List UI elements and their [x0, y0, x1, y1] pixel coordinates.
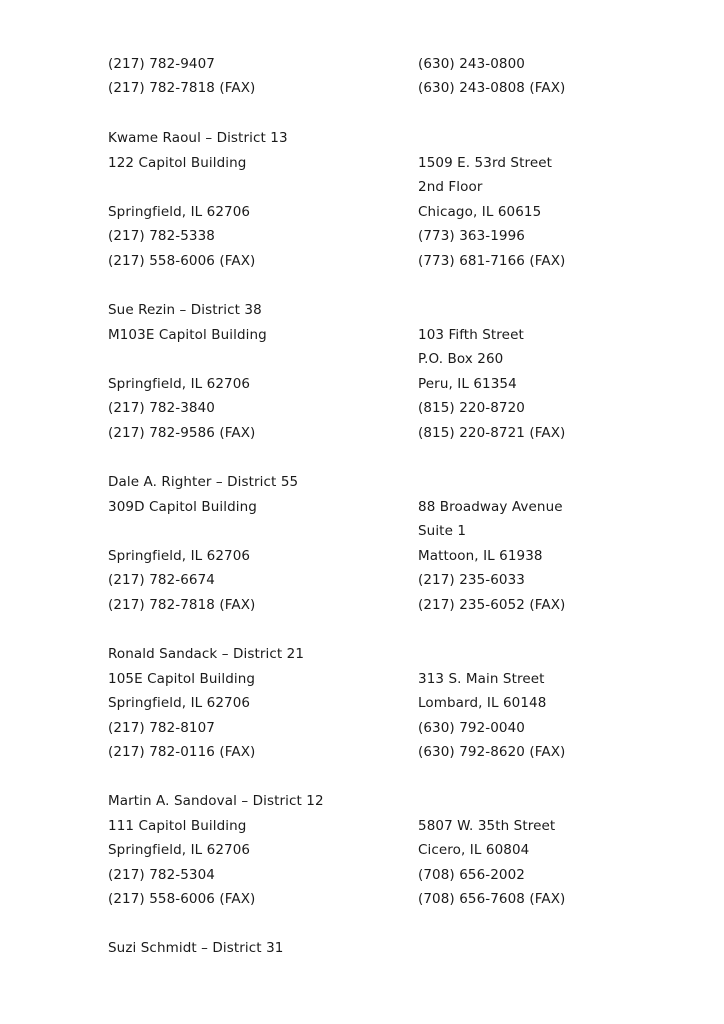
district-office-line: 103 Fifth Street	[418, 327, 524, 343]
capitol-office-line: (217) 782-8107	[108, 720, 215, 736]
capitol-office-line: 105E Capitol Building	[108, 671, 256, 687]
senator-heading: Dale A. Righter – District 55	[108, 474, 299, 490]
capitol-office-line: (217) 782-5338	[108, 228, 215, 244]
senator-heading: Kwame Raoul – District 13	[108, 130, 288, 146]
district-office-line: (217) 235-6052 (FAX)	[418, 597, 566, 613]
district-office-line: (217) 235-6033	[418, 572, 525, 588]
capitol-office-line: Springfield, IL 62706	[108, 695, 251, 711]
senator-heading: Ronald Sandack – District 21	[108, 646, 305, 662]
capitol-office-line: (217) 558-6006 (FAX)	[108, 891, 256, 907]
capitol-office-line: (217) 558-6006 (FAX)	[108, 253, 256, 269]
district-office-line: Mattoon, IL 61938	[418, 548, 543, 564]
district-office-line: (815) 220-8721 (FAX)	[418, 425, 566, 441]
district-office-line: (630) 792-0040	[418, 720, 525, 736]
capitol-office-line: (217) 782-7818 (FAX)	[108, 597, 256, 613]
senator-heading: Sue Rezin – District 38	[108, 302, 262, 318]
capitol-office-line: 122 Capitol Building	[108, 155, 247, 171]
capitol-office-line: Springfield, IL 62706	[108, 548, 251, 564]
capitol-office-line: (217) 782-6674	[108, 572, 215, 588]
district-office-line: 5807 W. 35th Street	[418, 818, 556, 834]
district-office-line: (630) 792-8620 (FAX)	[418, 744, 566, 760]
capitol-office-line: (217) 782-5304	[108, 867, 215, 883]
district-office-line: P.O. Box 260	[418, 351, 504, 367]
district-office-line: Peru, IL 61354	[418, 376, 517, 392]
top-left-phone: (217) 782-9407	[108, 56, 215, 72]
district-office-line: Cicero, IL 60804	[418, 842, 530, 858]
district-office-line: 2nd Floor	[418, 179, 483, 195]
senator-heading: Martin A. Sandoval – District 12	[108, 793, 324, 809]
top-right-phone: (630) 243-0800	[418, 56, 525, 72]
district-office-line: Suite 1	[418, 523, 467, 539]
district-office-line: 1509 E. 53rd Street	[418, 155, 553, 171]
senator-heading: Suzi Schmidt – District 31	[108, 940, 284, 956]
district-office-line: (708) 656-7608 (FAX)	[418, 891, 566, 907]
district-office-line: Chicago, IL 60615	[418, 204, 542, 220]
district-office-line: (815) 220-8720	[418, 400, 525, 416]
district-office-line: (708) 656-2002	[418, 867, 525, 883]
capitol-office-line: M103E Capitol Building	[108, 327, 267, 343]
capitol-office-line: 309D Capitol Building	[108, 499, 257, 515]
capitol-office-line: (217) 782-3840	[108, 400, 215, 416]
district-office-line: (773) 363-1996	[418, 228, 525, 244]
capitol-office-line: Springfield, IL 62706	[108, 204, 251, 220]
district-office-line: (773) 681-7166 (FAX)	[418, 253, 566, 269]
capitol-office-line: (217) 782-0116 (FAX)	[108, 744, 256, 760]
district-office-line: 313 S. Main Street	[418, 671, 545, 687]
capitol-office-line: 111 Capitol Building	[108, 818, 247, 834]
top-left-fax: (217) 782-7818 (FAX)	[108, 80, 256, 96]
capitol-office-line: Springfield, IL 62706	[108, 842, 251, 858]
capitol-office-line: (217) 782-9586 (FAX)	[108, 425, 256, 441]
top-right-fax: (630) 243-0808 (FAX)	[418, 80, 566, 96]
district-office-line: Lombard, IL 60148	[418, 695, 547, 711]
capitol-office-line: Springfield, IL 62706	[108, 376, 251, 392]
district-office-line: 88 Broadway Avenue	[418, 499, 563, 515]
